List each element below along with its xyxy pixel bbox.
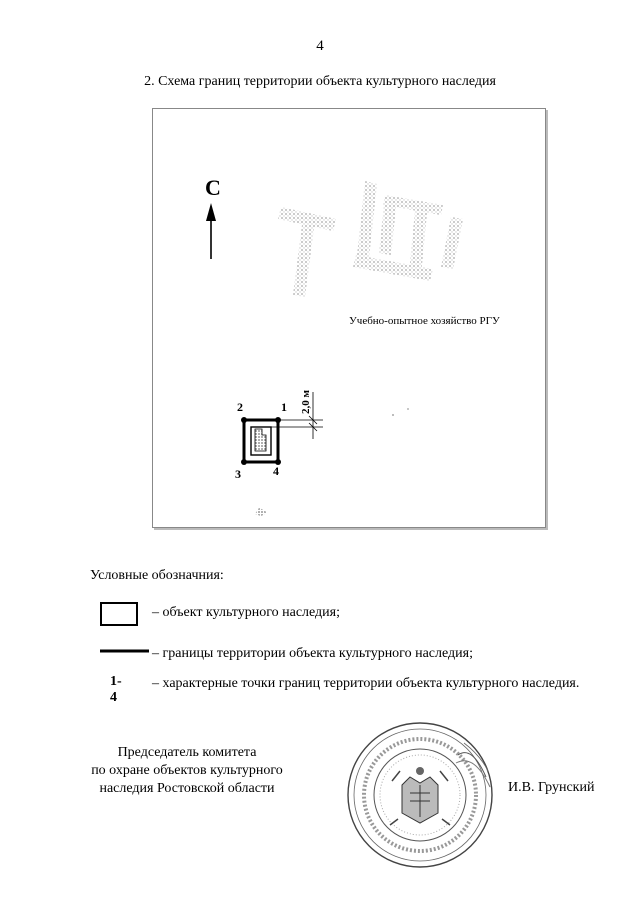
heritage-object-symbol-icon [100, 600, 140, 626]
point-4-label: 4 [273, 464, 279, 478]
scheme-title: 2. Схема границ территории объекта культурного наследия [144, 74, 496, 89]
distance-label: 2,0 м [300, 390, 312, 414]
legend-points-code: 1-4 [110, 674, 122, 705]
neighbouring-buildings [278, 181, 463, 416]
page-number: 4 [316, 38, 324, 54]
point-2-label: 2 [237, 400, 243, 414]
heritage-object-boundary [241, 417, 281, 465]
area-label: Учебно-опытное хозяйство РГУ [349, 315, 500, 327]
signature-block [62, 744, 312, 798]
north-arrow-icon [206, 203, 216, 259]
north-label: С [205, 175, 221, 200]
map-drawing [153, 109, 545, 527]
official-seal-stamp [340, 715, 500, 875]
legend-points-text: – характерные точки границ территории объекта культурного наследия. [152, 676, 580, 691]
signatory-title-line-3: наследия Ростовской области [99, 781, 275, 796]
signatory-name: И.В. Грунский [508, 780, 595, 795]
legend-object-text: – объект культурного наследия; [152, 605, 340, 620]
legend-boundary-text: – границы территории объекта культурного наследия; [152, 646, 473, 661]
signatory-title-line-1: Председатель комитета [117, 745, 257, 760]
point-3-label: 3 [235, 467, 241, 481]
signatory-title-line-2: по охране объектов культурного [91, 763, 283, 778]
boundary-scheme-map [152, 108, 546, 528]
scan-mark [255, 508, 267, 516]
boundary-line-symbol-icon [100, 644, 150, 660]
legend-heading: Условные обозначния: [90, 568, 224, 583]
point-1-label: 1 [281, 400, 287, 414]
